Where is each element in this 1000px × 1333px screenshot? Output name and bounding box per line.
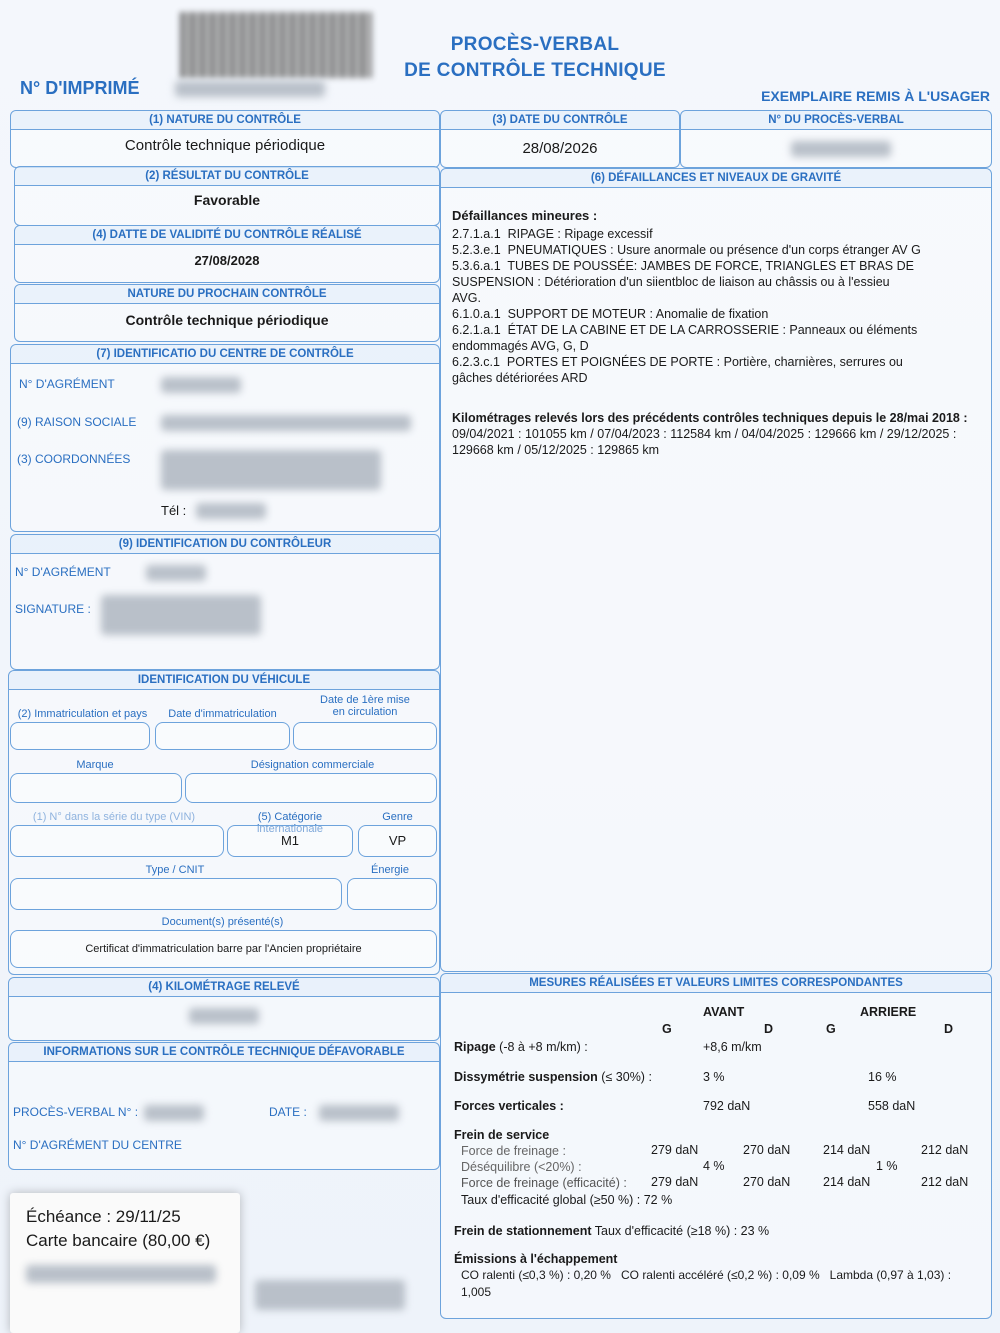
resultat-box (14, 166, 440, 226)
genre-field: VP (358, 825, 437, 857)
title-line-2: DE CONTRÔLE TECHNIQUE (404, 60, 666, 81)
date-controle-box (440, 110, 680, 168)
nature-box (10, 110, 440, 168)
title-line-1: PROCÈS-VERBAL (450, 34, 620, 55)
ff-av-g: 279 daN (651, 1143, 699, 1157)
centre-box (10, 344, 440, 532)
stationnement-row: Frein de stationnement Taux d'efficacité (≥18 %) : 23 % (454, 1224, 770, 1238)
resultat-header: (2) RÉSULTAT DU CONTRÔLE (15, 167, 439, 186)
validite-header: (4) DATTE DE VALIDITÉ DU CONTRÔLE RÉALISÉ (15, 226, 439, 245)
mesures-header: MESURES RÉALISÉES ET VALEURS LIMITES CORRESPONDANTES (441, 974, 991, 993)
immat-field (10, 722, 150, 750)
defaillance-line: 6.1.0.a.1 SUPPORT DE MOTEUR : Anomalie de fixation (452, 307, 769, 321)
defaillance-line: AVG. (452, 291, 481, 305)
prochain-value: Contrôle technique périodique (125, 312, 329, 328)
redacted-value (161, 450, 381, 490)
force-freinage-label: Force de freinage : (461, 1144, 566, 1158)
kilometrages-title: Kilométrages relevés lors des précédents contrôles techniques depuis le 28/mai 2018 : (452, 411, 968, 425)
ar-d-label: D (944, 1022, 954, 1036)
defaillance-line: endommagés AVG, G, D (452, 339, 589, 353)
av-g-label: G (662, 1022, 672, 1036)
defaillance-line: gâches détériorées ARD (452, 371, 588, 385)
centre-agrement-label: N° D'AGRÉMENT (19, 377, 115, 391)
vin-label: (1) N° dans la série du type (VIN) (32, 811, 196, 823)
kilometrage-box (8, 977, 440, 1041)
designation-label: Désignation commerciale (250, 759, 375, 771)
deseq-arriere: 1 % (876, 1159, 898, 1173)
defaillance-line: 6.2.1.a.1 ÉTAT DE LA CABINE ET DE LA CARROSSERIE : Panneaux ou éléments (452, 323, 918, 337)
deseq-avant: 4 % (703, 1159, 725, 1173)
validite-value: 27/08/2028 (194, 253, 260, 268)
designation-field (185, 773, 437, 803)
controleur-signature-label: SIGNATURE : (15, 602, 91, 616)
defaillance-line: SUSPENSION : Détérioration d'un siientbloc de liaison au châssis ou à l'essieu (452, 275, 890, 289)
ripage-value: +8,6 m/km (703, 1040, 762, 1054)
marque-label: Marque (76, 759, 114, 771)
resultat-value: Favorable (193, 192, 261, 208)
redacted-value (146, 565, 206, 581)
immat-label: (2) Immatriculation et pays (17, 708, 148, 720)
ticket-paiement: Carte bancaire (80,00 €) (26, 1231, 211, 1250)
ripage-row: Ripage (-8 à +8 m/km) : (454, 1040, 588, 1054)
defaillances-title: Défaillances mineures : (452, 208, 598, 223)
frein-service-label: Frein de service (454, 1128, 550, 1142)
forces-arriere: 558 daN (868, 1099, 916, 1113)
controleur-agrement-label: N° D'AGRÉMENT (15, 565, 111, 579)
defavorable-pv-label: PROCÈS-VERBAL N° : (13, 1105, 139, 1119)
ff-ar-g: 214 daN (823, 1143, 871, 1157)
redacted-value (161, 415, 411, 431)
redacted-value (161, 377, 241, 393)
energie-field (347, 878, 437, 910)
defaillance-line: 5.3.6.a.1 TUBES DE POUSSÉE: JAMBES DE FORCE, TRIANGLES ET BRAS DE (452, 259, 914, 273)
force-efficacite-label: Force de freinage (efficacité) : (461, 1176, 627, 1190)
kilometrage-header: (4) KILOMÉTRAGE RELEVÉ (9, 978, 439, 997)
date-immat-label: Date d'immatriculation (168, 708, 277, 720)
date-controle-header: (3) DATE DU CONTRÔLE (441, 111, 679, 130)
redacted-value (189, 1008, 259, 1024)
redacted-value (26, 1265, 216, 1283)
num-pv-box (680, 110, 992, 168)
taux-global: Taux d'efficacité global (≥50 %) : 72 % (461, 1193, 673, 1207)
defaillances-list (452, 208, 982, 386)
defaillance-line: 5.2.3.e.1 PNEUMATIQUES : Usure anormale ou présence d'un corps étranger AV G (452, 243, 921, 257)
defavorable-agrement-label: N° D'AGRÉMENT DU CENTRE (13, 1138, 182, 1152)
fe-av-d: 270 daN (743, 1175, 791, 1189)
avant-label: AVANT (703, 1005, 745, 1019)
av-d-label: D (764, 1022, 774, 1036)
ff-av-d: 270 daN (743, 1143, 791, 1157)
ar-g-label: G (826, 1022, 836, 1036)
redacted-value (196, 503, 266, 519)
barcode-image (180, 12, 372, 78)
emissions-line-1: CO ralenti (≤0,3 %) : 0,20 % CO ralenti accéléré (≤0,2 %) : 0,09 % Lambda (0,97 à 1,03) : (461, 1268, 952, 1282)
nature-value: Contrôle technique périodique (124, 137, 326, 154)
date-immat-field (155, 722, 290, 750)
imprime-label: N° D'IMPRIMÉ (20, 78, 325, 99)
num-pv-header: N° DU PROCÈS-VERBAL (681, 111, 991, 130)
defavorable-date-label: DATE : (269, 1105, 307, 1119)
desequilibre-label: Déséquilibre (<20%) : (461, 1160, 582, 1174)
date-mise-label: Date de 1ère mise en circulation (320, 694, 410, 718)
docs-label: Document(s) présenté(s) (161, 916, 284, 928)
arriere-label: ARRIERE (860, 1005, 917, 1019)
redacted-value (255, 1280, 405, 1310)
energie-label: Énergie (371, 864, 409, 876)
nature-header: (1) NATURE DU CONTRÔLE (11, 111, 439, 130)
vin-field (10, 825, 224, 857)
fe-ar-d: 212 daN (921, 1175, 969, 1189)
controleur-header: (9) IDENTIFICATION DU CONTRÔLEUR (11, 535, 439, 554)
validite-box (14, 225, 440, 283)
redacted-value (791, 141, 891, 157)
kilometrages-history (452, 410, 982, 458)
centre-coord-label: (3) COORDONNÉES (17, 452, 131, 466)
docs-field: Certificat d'immatriculation barre par l'Ancien propriétaire (10, 930, 437, 968)
dissymetrie-row: Dissymétrie suspension (≤ 30%) : (454, 1070, 652, 1084)
categorie-label: (5) Catégorie internationale (256, 811, 324, 835)
fe-ar-g: 214 daN (823, 1175, 871, 1189)
type-label: Type / CNIT (145, 864, 205, 876)
defaillance-line: 2.7.1.a.1 RIPAGE : Ripage excessif (452, 227, 653, 241)
ticket-echeance: Échéance : 29/11/25 (26, 1207, 181, 1226)
exemplaire-label: EXEMPLAIRE REMIS À L'USAGER (761, 88, 990, 104)
date-controle-value: 28/08/2026 (522, 140, 598, 157)
vehicule-header: IDENTIFICATION DU VÉHICULE (9, 671, 439, 690)
type-field (10, 878, 342, 910)
emissions-label: Émissions à l'échappement (454, 1252, 618, 1266)
redacted-value (175, 81, 325, 97)
categorie-field: M1 (227, 825, 353, 857)
dissymetrie-avant: 3 % (703, 1070, 725, 1084)
signature-redacted (101, 595, 261, 635)
defavorable-box (8, 1042, 440, 1170)
date-mise-field (293, 722, 437, 750)
prochain-box (14, 284, 440, 342)
defaillance-line: 6.2.3.c.1 PORTES ET POIGNÉES DE PORTE : Portière, charnières, serrures ou (452, 355, 903, 369)
centre-raison-label: (9) RAISON SOCIALE (17, 415, 137, 429)
document-title (395, 32, 675, 84)
payment-ticket (10, 1193, 240, 1333)
fe-av-g: 279 daN (651, 1175, 699, 1189)
forces-avant: 792 daN (703, 1099, 751, 1113)
emissions-line-2: 1,005 (461, 1285, 492, 1299)
defaillances-header: (6) DÉFAILLANCES ET NIVEAUX DE GRAVITÉ (441, 169, 991, 188)
redacted-value (319, 1105, 399, 1121)
redacted-value (144, 1105, 204, 1121)
centre-tel-label: Tél : (161, 503, 187, 518)
controleur-box (10, 534, 440, 670)
defavorable-header: INFORMATIONS SUR LE CONTRÔLE TECHNIQUE DÉFAVORABLE (9, 1043, 439, 1062)
genre-label: Genre (382, 811, 413, 823)
prochain-header: NATURE DU PROCHAIN CONTRÔLE (15, 285, 439, 304)
ff-ar-d: 212 daN (921, 1143, 969, 1157)
marque-field (10, 773, 182, 803)
kilometrages-values: 09/04/2021 : 101055 km / 07/04/2023 : 112584 km / 04/04/2025 : 129666 km / 29/12/2025 : 129668 km / 05/12/2025 : 129865 km (452, 427, 957, 457)
dissymetrie-arriere: 16 % (868, 1070, 897, 1084)
forces-label: Forces verticales : (454, 1099, 564, 1113)
centre-header: (7) IDENTIFICATIO DU CENTRE DE CONTRÔLE (11, 345, 439, 364)
